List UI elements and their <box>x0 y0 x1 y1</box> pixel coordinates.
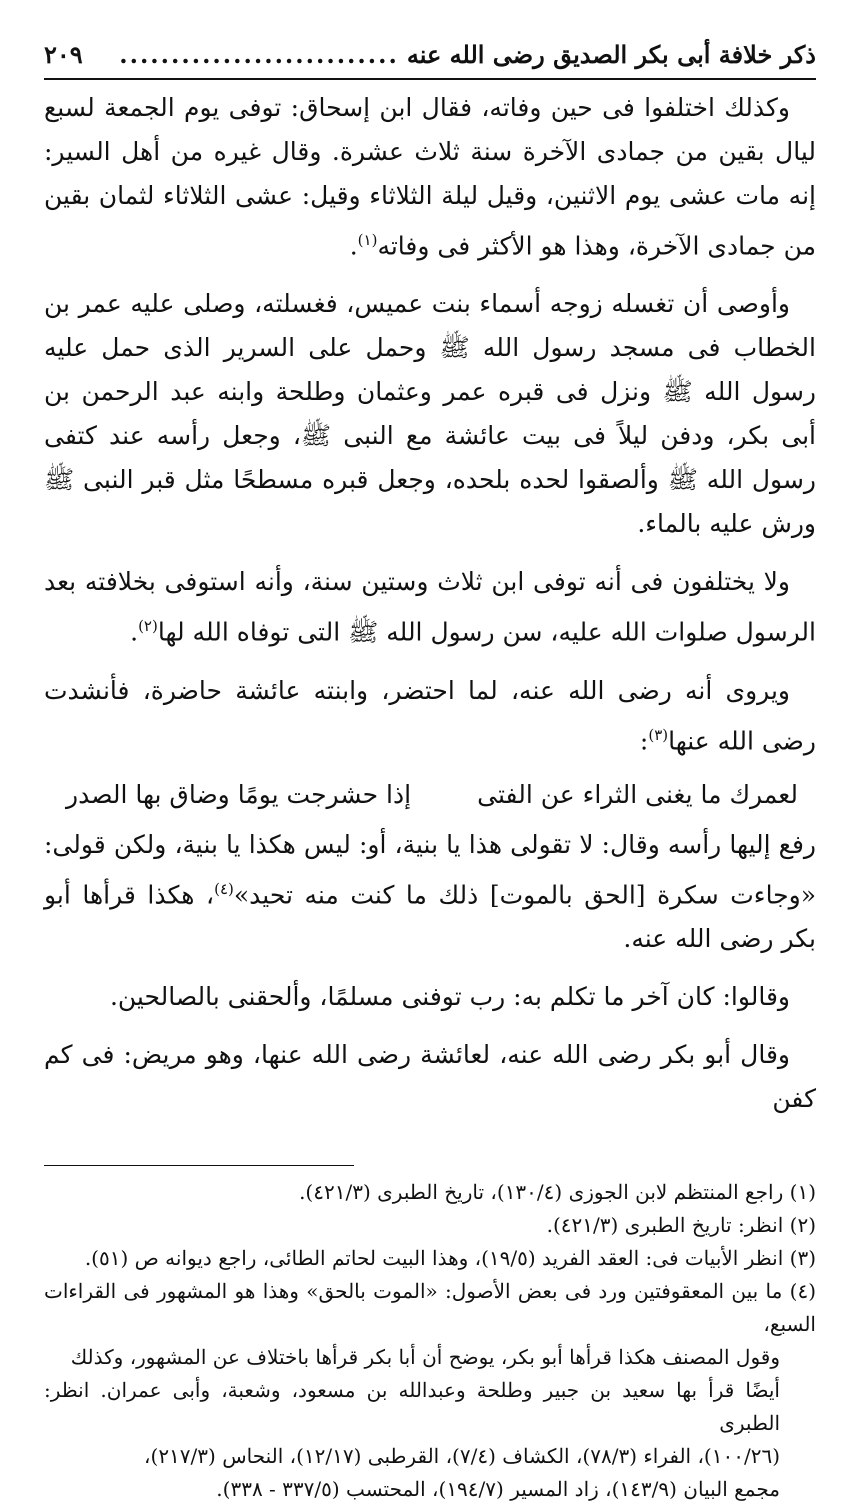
paragraph: رفع إليها رأسه وقال: لا تقولى هذا يا بنية، أو: ليس هكذا يا بنية، ولكن قولى: «وجاءت سكرة [الحق بالموت] ذلك ما كنت منه تحيد»$^{(٤)}$، هكذا قرأها أبو بكر رضى الله عنه. <box>44 829 817 954</box>
footnote: (٣) انظر الأبيات فى: العقد الفريد (١٩/٥)، وهذا البيت لحاتم الطائى، راجع ديوانه ص (٥١). <box>84 1246 816 1271</box>
page-number: ٢٠٩ <box>44 40 83 69</box>
paragraph: وقال أبو بكر رضى الله عنه، لعائشة رضى الله عنها، وهو مريض: فى كم كفن <box>44 1040 816 1114</box>
paragraph: ولا يختلفون فى أنه توفى ابن ثلاث وستين سنة، وأنه استوفى بخلافته بعد الرسول صلوات الله عليه، سن رسول الله ﷺ التى توفاه الله لها$^{(٢)}$. <box>44 567 816 647</box>
footnote-ref: (٣) <box>648 725 669 744</box>
running-header <box>44 38 816 80</box>
paragraph: وأوصى أن تغسله زوجه أسماء بنت عميس، فغسلته، وصلى عليه عمر بن الخطاب فى مسجد رسول الله ﷺ وحمل على السرير الذى حمل عليه رسول الله ﷺ ونزل فى قبره عمر وعثمان وطلحة وابنه عبد الرحمن بن أبى بكر، ودفن ليلاً فى بيت عائشة مع النبى ﷺ، وجعل رأسه عند كتفى رسول الله ﷺ وألصقوا لحده بلحده، وجعل قبره مسطحًا مثل قبر النبى ﷺ ورش عليه بالماء. <box>44 289 816 539</box>
header-title: ذكر خلافة أبى بكر الصديق رضى الله عنه <box>406 40 816 69</box>
footnote: (٢) انظر: تاريخ الطبرى (٤٢١/٣). <box>546 1213 816 1238</box>
footnote: (١) راجع المنتظم لابن الجوزى (١٣٠/٤)، تاريخ الطبرى (٤٢١/٣). <box>299 1180 816 1205</box>
footnote-continuation: (١٠٠/٢٦)، الفراء (٧٨/٣)، الكشاف (٧/٤)، القرطبى (١٢/١٧)، النحاس (٢١٧/٣)، <box>144 1444 780 1469</box>
verse-first-hemistich: لعمرك ما يغنى الثراء عن الفتى <box>477 779 798 809</box>
paragraph: وقالوا: كان آخر ما تكلم به: رب توفنى مسلمًا، وألحقنى بالصالحين. <box>109 982 790 1012</box>
paragraph: ويروى أنه رضى الله عنه، لما احتضر، وابنته عائشة حاضرة، فأنشدت رضى الله عنها$^{(٣)}$: <box>44 675 816 755</box>
footnote-ref: (٤) <box>214 879 234 898</box>
main-text <box>44 86 816 1121</box>
footnote-separator <box>44 1165 354 1166</box>
footnote-continuation: وقول المصنف هكذا قرأها أبو بكر، يوضح أن أبا بكر قرأها باختلاف عن المشهور، وكذلك <box>70 1345 780 1370</box>
footnote-continuation: مجمع البيان (١٤٣/٩)، زاد المسير (١٩٤/٧)، المحتسب (٣٣٧/٥ - ٣٣٨). <box>216 1477 780 1502</box>
footnote-ref: (١) <box>357 231 378 249</box>
paragraph: وكذلك اختلفوا فى حين وفاته، فقال ابن إسحاق: توفى يوم الجمعة لسبع ليال بقين من جمادى الآخرة سنة ثلاث عشرة. وقال غيره من أهل السير: إنه مات عشى يوم الاثنين، وقيل ليلة الثلاثاء وقيل: عشى الثلاثاء لثمان بقين من جمادى الآخرة، وهذا هو الأكثر فى وفاته$^{(١)}$. <box>44 93 816 261</box>
verse-second-hemistich: إذا حشرجت يومًا وضاق بها الصدر <box>66 779 412 809</box>
footnotes <box>44 1176 816 1506</box>
header-dot-leader: ........................... <box>119 40 399 69</box>
footnote-ref: (٢) <box>138 617 158 636</box>
footnote: (٤) ما بين المعقوفتين ورد فى بعض الأصول: «الموت بالحق» وهذا هو المشهور فى القراءات السبع، <box>44 1279 816 1337</box>
poem-verse <box>44 767 816 823</box>
footnote-continuation: أيضًا قرأ بها سعيد بن جبير وطلحة وعبدالله بن مسعود، وشعبة، وأبى عمران. انظر: الطبرى <box>44 1378 780 1436</box>
